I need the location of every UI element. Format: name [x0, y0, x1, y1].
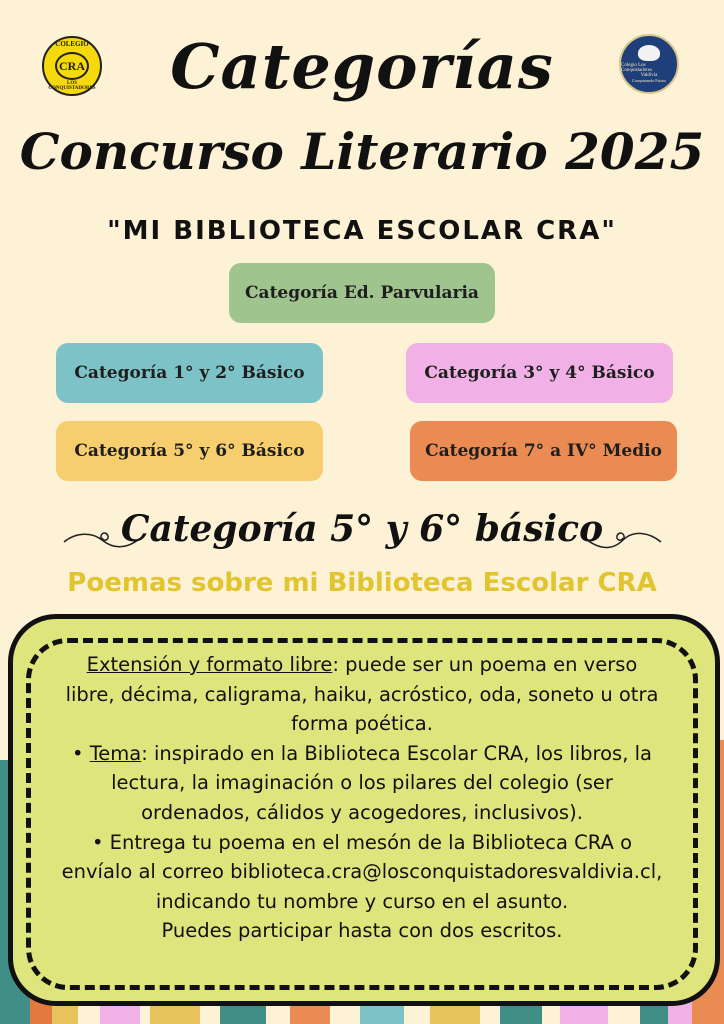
rules-text	[60, 650, 664, 946]
limit-paragraph: Puedes participar hasta con dos escritos.	[161, 919, 563, 943]
delivery-paragraph: • Entrega tu poema en el mesón de la Biblioteca CRA o envíalo al correo biblioteca.cra@losconquistadoresvaldivia.cl, indicando tu nombre y curso en el asunto.	[61, 830, 663, 913]
category-parvularia: Categoría Ed. Parvularia	[229, 263, 495, 323]
category-basico-3-4: Categoría 3° y 4° Básico	[406, 343, 673, 403]
format-text: : puede ser un poema en verso libre, décima, caligrama, haiku, acróstico, oda, soneto u otra forma poética.	[65, 653, 659, 736]
format-label: Extensión y formato libre	[86, 653, 333, 676]
page-title: Categorías	[170, 30, 554, 103]
theme-bullet: •	[72, 741, 90, 765]
logo-top-text: COLEGIO	[55, 40, 89, 48]
category-basico-1-2: Categoría 1° y 2° Básico	[56, 343, 323, 403]
theme-paragraph	[60, 739, 664, 828]
section-subtitle: Poemas sobre mi Biblioteca Escolar CRA	[67, 568, 657, 598]
category-basico-5-6: Categoría 5° y 6° Básico	[56, 421, 323, 481]
logo-right-line3: Conquistando Futuro	[632, 78, 666, 83]
category-7-medio: Categoría 7° a IV° Medio	[410, 421, 677, 481]
section-heading: Categoría 5° y 6° básico	[120, 508, 604, 550]
format-paragraph	[60, 650, 664, 739]
logo-right-line2: Valdivia	[640, 73, 658, 78]
contest-title: Concurso Literario 2025	[19, 122, 705, 181]
swirl-right-icon	[585, 528, 663, 554]
theme-text: : inspirado en la Biblioteca Escolar CRA, los libros, la lectura, la imaginación o los pilares del colegio (ser ordenados, cálidos y acogedores, inclusivos).	[111, 741, 652, 824]
logo-center-text: CRA	[55, 52, 89, 80]
contest-theme-quote: "MI BIBLIOTECA ESCOLAR CRA"	[107, 216, 617, 246]
logo-bottom-text: LOS CONQUISTADORES	[48, 81, 96, 91]
logo-right-line1: Colegio Los Conquistadores	[621, 63, 653, 73]
theme-label: Tema	[89, 741, 142, 765]
